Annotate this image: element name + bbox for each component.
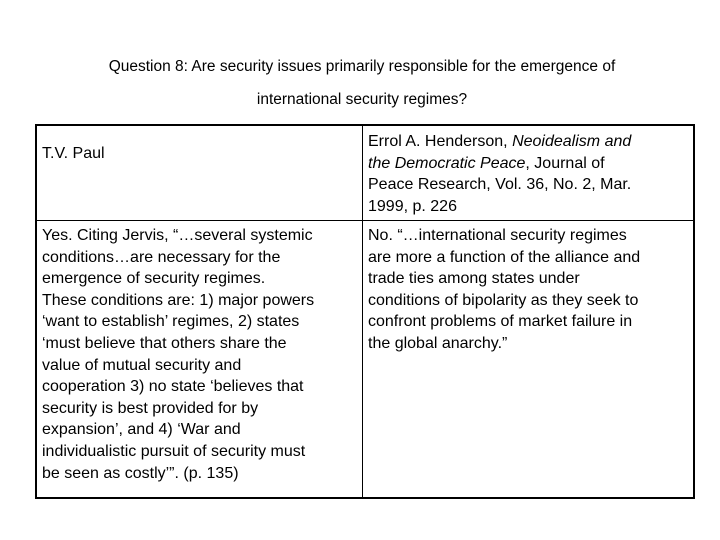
text-line: be seen as costly’”. (p. 135) <box>42 464 239 482</box>
text-line: the global anarchy.” <box>368 334 508 352</box>
text-line: value of mutual security and <box>42 356 242 374</box>
text-line: Yes. Citing Jervis, “…several systemic <box>42 227 313 244</box>
citation-author: Errol A. Henderson, <box>368 133 513 150</box>
citation-line-4: 1999, p. 226 <box>368 197 457 215</box>
body-cell-left <box>42 225 314 484</box>
text-line: security is best provided for by <box>42 399 259 417</box>
text-line: expansion’, and 4) ‘War and <box>42 421 241 439</box>
text-line: cooperation 3) no state ‘believes that <box>42 378 304 396</box>
text-line: ‘want to establish’ regimes, 2) states <box>42 313 300 331</box>
header-cell-right <box>368 131 631 217</box>
text-line: trade ties among states under <box>368 270 580 288</box>
row-divider <box>37 220 693 221</box>
text-line: conditions…are necessary for the <box>42 248 281 266</box>
text-line: conditions of bipolarity as they seek to <box>368 291 639 309</box>
body-cell-right <box>368 225 640 355</box>
citation-line-3: Peace Research, Vol. 36, No. 2, Mar. <box>368 176 632 194</box>
text-line: individualistic pursuit of security must <box>42 442 306 460</box>
question-title-line-2: international security regimes? <box>256 91 468 108</box>
text-line: ‘must believe that others share the <box>42 334 287 352</box>
text-line: No. “…international security regimes <box>368 227 627 244</box>
citation-journal: , Journal of <box>525 154 605 172</box>
citation-title-part-2: the Democratic Peace <box>368 154 526 172</box>
text-line: confront problems of market failure in <box>368 313 633 331</box>
citation-title-part-1: Neoidealism and <box>512 133 632 150</box>
text-line: are more a function of the alliance and <box>368 248 641 266</box>
question-title-line-1: Question 8: Are security issues primarily responsible for the emergence of <box>108 58 616 75</box>
column-divider <box>362 126 363 497</box>
text-line: emergence of security regimes. <box>42 270 266 288</box>
comparison-table <box>35 124 695 499</box>
header-cell-left: T.V. Paul <box>42 145 105 162</box>
text-line: These conditions are: 1) major powers <box>42 291 315 309</box>
